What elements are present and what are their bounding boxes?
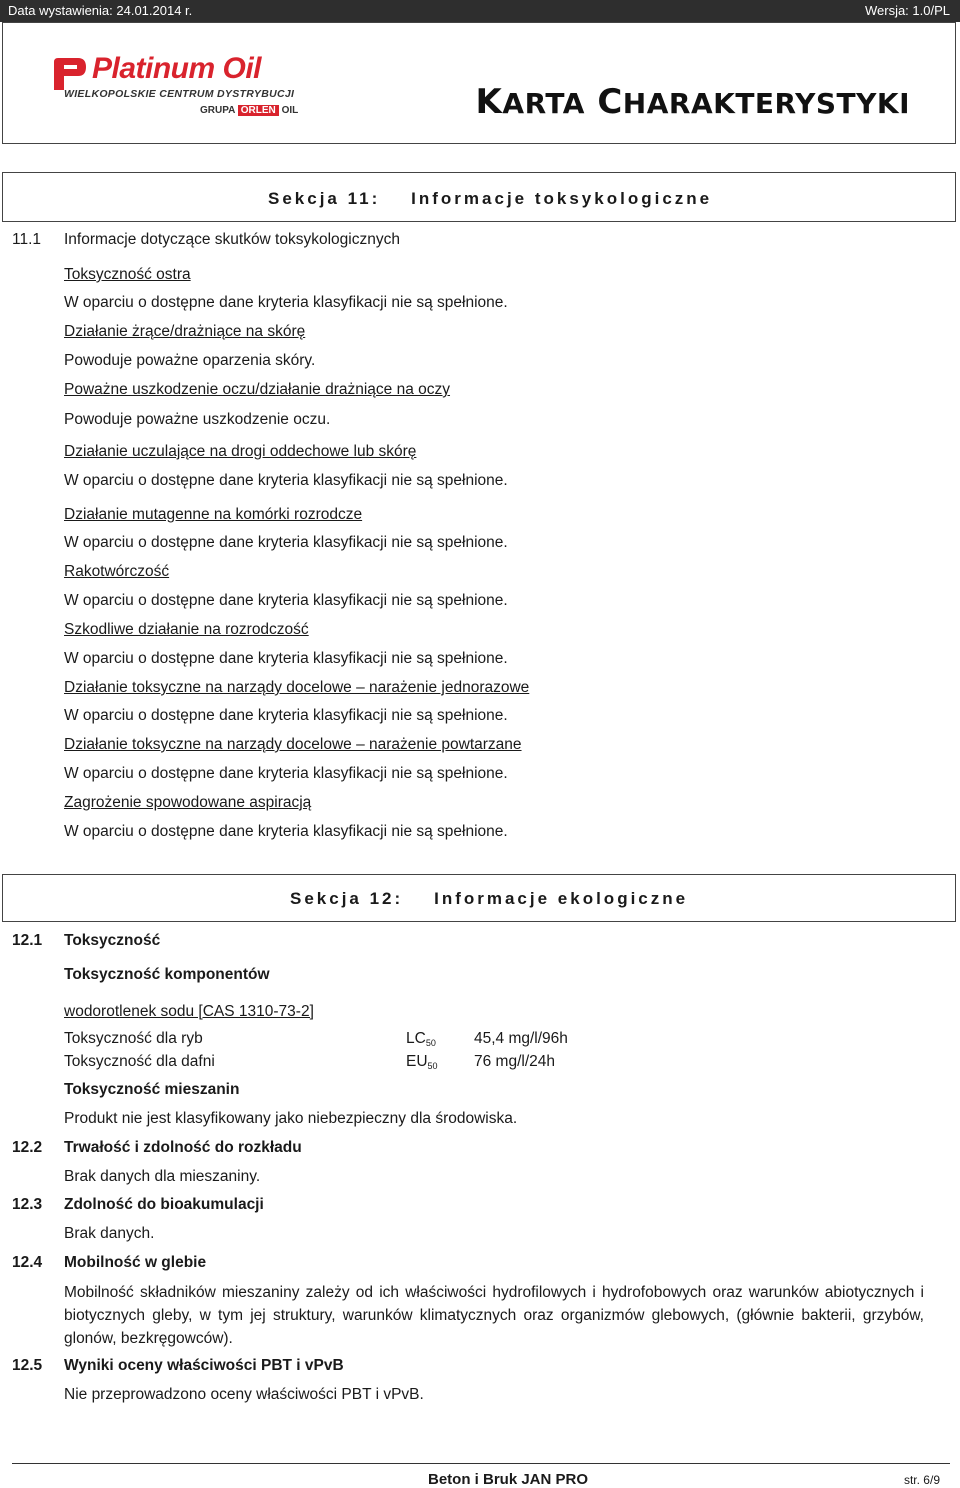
- section-12-4-number: 12.4: [12, 1254, 43, 1271]
- mixture-title: Toksyczność mieszanin: [64, 1081, 240, 1098]
- item-text: W oparciu o dostępne dane kryteria klasyfikacji nie są spełnione.: [64, 823, 508, 840]
- section-12-1-number: 12.1: [12, 932, 43, 949]
- group-orlen: ORLEN: [238, 105, 279, 116]
- item-text: W oparciu o dostępne dane kryteria klasyfikacji nie są spełnione.: [64, 592, 508, 609]
- section-12-1-title: Toksyczność: [64, 932, 161, 949]
- section-12-2-number: 12.2: [12, 1139, 43, 1156]
- item-text: W oparciu o dostępne dane kryteria klasyfikacji nie są spełnione.: [64, 765, 508, 782]
- group-prefix: GRUPA: [200, 105, 235, 116]
- version: Wersja: 1.0/PL: [864, 3, 950, 18]
- document-title: KARTA CHARAKTERYSTYKI: [475, 82, 910, 122]
- brand-name: Platinum Oil: [92, 52, 262, 85]
- item-heading: Zagrożenie spowodowane aspiracją: [64, 794, 312, 811]
- section-11-title: Sekcja 11: Informacje toksykologiczne: [268, 189, 713, 208]
- section-11-1-number: 11.1: [12, 231, 42, 248]
- section-12-4-title: Mobilność w glebie: [64, 1254, 207, 1271]
- item-heading: Działanie żrące/drażniące na skórę: [64, 323, 306, 340]
- group-oil: OIL: [281, 105, 299, 116]
- item-heading: Działanie mutagenne na komórki rozrodcze: [64, 506, 363, 523]
- toxicity-row-value: 76 mg/l/24h: [474, 1053, 555, 1070]
- section-12-3-text: Brak danych.: [64, 1225, 155, 1242]
- toxicity-row-param: $LC_{50}$: [406, 1030, 436, 1048]
- section-12-title: Sekcja 12: Informacje ekologiczne: [290, 889, 689, 908]
- item-text: W oparciu o dostępne dane kryteria klasyfikacji nie są spełnione.: [64, 650, 508, 667]
- footer-page-number: str. 6/9: [903, 1473, 940, 1487]
- toxicity-row-value: 45,4 mg/l/96h: [474, 1030, 568, 1047]
- section-12-4-text: Mobilność składników mieszaniny zależy od ich właściwości hydrofilowych i hydrofobowych oraz warunków abiotycznych i biotycznych gleby, w tym jej struktury, warunków klimatycznych oraz organizmów glebowych, (głównie bakterii, grzybów, glonów, bezkręgowców).: [64, 1284, 924, 1347]
- component-name: wodorotlenek sodu [CAS 1310-73-2]: [64, 1003, 314, 1020]
- toxicity-row-label: Toksyczność dla ryb: [64, 1030, 203, 1047]
- item-text: W oparciu o dostępne dane kryteria klasyfikacji nie są spełnione.: [64, 707, 508, 724]
- brand-subtitle: WIELKOPOLSKIE CENTRUM DYSTRYBUCJI: [64, 88, 295, 100]
- item-heading: Działanie toksyczne na narządy docelowe – narażenie powtarzane: [64, 736, 522, 753]
- section-12-5-title: Wyniki oceny właściwości PBT i vPvB: [64, 1357, 344, 1374]
- section-12-3-number: 12.3: [12, 1196, 43, 1213]
- section-12-2-title: Trwałość i zdolność do rozkładu: [64, 1139, 302, 1156]
- item-heading: Toksyczność ostra: [64, 266, 191, 283]
- top-bar: [0, 0, 960, 22]
- company-logo: [50, 50, 310, 125]
- item-text: W oparciu o dostępne dane kryteria klasyfikacji nie są spełnione.: [64, 534, 508, 551]
- item-heading: Działanie toksyczne na narządy docelowe – narażenie jednorazowe: [64, 679, 530, 696]
- item-heading: Rakotwórczość: [64, 563, 170, 580]
- components-title: Toksyczność komponentów: [64, 966, 270, 983]
- item-text: Powoduje poważne uszkodzenie oczu.: [64, 411, 331, 428]
- item-text: Powoduje poważne oparzenia skóry.: [64, 352, 316, 369]
- mixture-text: Produkt nie jest klasyfikowany jako niebezpieczny dla środowiska.: [64, 1110, 518, 1127]
- footer-product-name: Beton i Bruk JAN PRO: [428, 1471, 589, 1488]
- item-heading: Działanie uczulające na drogi oddechowe lub skórę: [64, 443, 417, 460]
- footer-divider: [12, 1463, 950, 1464]
- item-heading: Poważne uszkodzenie oczu/działanie drażniące na oczy: [64, 381, 451, 398]
- item-heading: Szkodliwe działanie na rozrodczość: [64, 621, 309, 638]
- item-text: W oparciu o dostępne dane kryteria klasyfikacji nie są spełnione.: [64, 294, 508, 311]
- section-12-3-title: Zdolność do bioakumulacji: [64, 1196, 264, 1213]
- group-badge: [200, 105, 298, 116]
- section-12-2-text: Brak danych dla mieszaniny.: [64, 1168, 261, 1185]
- section-11-1-title: Informacje dotyczące skutków toksykologicznych: [64, 231, 400, 248]
- issue-date: Data wystawienia: 24.01.2014 r.: [8, 3, 193, 18]
- section-12-5-number: 12.5: [12, 1357, 43, 1374]
- item-text: W oparciu o dostępne dane kryteria klasyfikacji nie są spełnione.: [64, 472, 508, 489]
- section-12-5-text: Nie przeprowadzono oceny właściwości PBT i vPvB.: [64, 1386, 424, 1403]
- toxicity-row-param: $EU_{50}$: [406, 1053, 438, 1071]
- toxicity-row-label: Toksyczność dla dafni: [64, 1053, 215, 1070]
